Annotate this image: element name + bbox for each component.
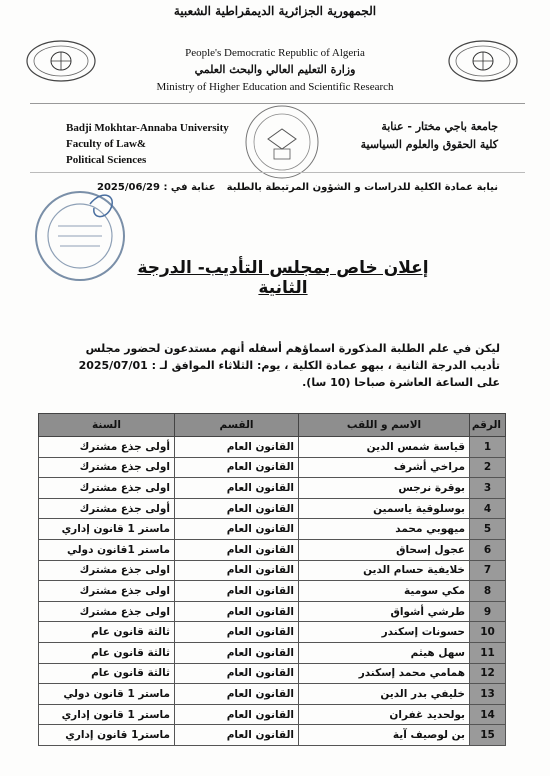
student-year: ثالثة قانون عام <box>39 642 175 663</box>
student-name: همامي محمد إسكندر <box>299 663 470 684</box>
column-header-year: السنة <box>39 414 175 437</box>
student-department: القانون العام <box>175 642 299 663</box>
student-year: أولى جذع مشترك <box>39 498 175 519</box>
student-name: بولحديد غفران <box>299 704 470 725</box>
student-department: القانون العام <box>175 622 299 643</box>
student-year: ماستر 1 قانون إداري <box>39 519 175 540</box>
row-number: 13 <box>470 684 506 705</box>
notice-body: ليكن في علم الطلبة المذكورة اسماؤهم أسفله أنهم مستدعون لحضور مجلس تأديب الدرجة الثانية ، ببهو عمادة الكلية ، يوم: الثلاثاء الموافق لـ : 2025/07/01 على الساعة العاشرة صباحا (10 سا). <box>78 342 500 389</box>
vice-deanship-office: نيابة عمادة الكلية للدراسات و الشؤون المرتبطة بالطلبة <box>226 182 498 193</box>
student-year: أولى جذع مشترك <box>39 437 175 458</box>
student-department: القانون العام <box>175 498 299 519</box>
faculty-ar: كلية الحقوق والعلوم السياسية <box>360 138 498 151</box>
student-department: القانون العام <box>175 581 299 602</box>
row-number: 14 <box>470 704 506 725</box>
student-department: القانون العام <box>175 560 299 581</box>
student-year: اولى جذع مشترك <box>39 560 175 581</box>
ministry-english-title: Ministry of Higher Education and Scientific Research <box>156 81 394 93</box>
student-name: قياسة شمس الدين <box>299 437 470 458</box>
table-row <box>39 684 506 705</box>
row-number: 6 <box>470 539 506 560</box>
student-name: بن لوصيف آية <box>299 725 470 746</box>
students-table <box>38 413 506 746</box>
subheader-divider <box>30 172 525 173</box>
student-department: القانون العام <box>175 478 299 499</box>
row-number: 4 <box>470 498 506 519</box>
student-name: حسونات إسكندر <box>299 622 470 643</box>
student-year: ماستر 1 قانون إداري <box>39 704 175 725</box>
faculty-en-line1: Faculty of Law& <box>66 138 147 150</box>
student-year: ثالثة قانون عام <box>39 622 175 643</box>
row-number: 7 <box>470 560 506 581</box>
student-year: اولى جذع مشترك <box>39 478 175 499</box>
column-header-number: الرقم <box>470 414 506 437</box>
table-row <box>39 642 506 663</box>
table-row <box>39 581 506 602</box>
ministry-emblem-left <box>22 36 100 86</box>
table-row <box>39 478 506 499</box>
student-name: سهل هيثم <box>299 642 470 663</box>
student-name: خلايفية حسام الدين <box>299 560 470 581</box>
student-name: خليفي بدر الدين <box>299 684 470 705</box>
faculty-en-line2: Political Sciences <box>66 154 147 166</box>
university-seal <box>238 103 326 181</box>
table-row <box>39 725 506 746</box>
table-row <box>39 601 506 622</box>
row-number: 12 <box>470 663 506 684</box>
row-number: 3 <box>470 478 506 499</box>
table-row <box>39 622 506 643</box>
student-department: القانون العام <box>175 457 299 478</box>
row-number: 10 <box>470 622 506 643</box>
row-number: 2 <box>470 457 506 478</box>
official-stamp <box>28 178 128 298</box>
row-number: 11 <box>470 642 506 663</box>
student-department: القانون العام <box>175 519 299 540</box>
student-name: مكي سومية <box>299 581 470 602</box>
student-year: اولى جذع مشترك <box>39 457 175 478</box>
row-number: 15 <box>470 725 506 746</box>
student-year: اولى جذع مشترك <box>39 581 175 602</box>
column-header-name: الاسم و اللقب <box>299 414 470 437</box>
student-name: مراخي أشرف <box>299 457 470 478</box>
student-year: ثالثة قانون عام <box>39 663 175 684</box>
republic-arabic-title: الجمهورية الجزائرية الديمقراطية الشعبية <box>173 4 377 18</box>
table-row <box>39 498 506 519</box>
university-arabic-block <box>361 118 498 154</box>
table-row <box>39 457 506 478</box>
table-row <box>39 704 506 725</box>
republic-english-title: People's Democratic Republic of Algeria <box>185 47 365 59</box>
student-name: عجول إسحاق <box>299 539 470 560</box>
table-row <box>39 560 506 581</box>
student-name: بوسلوقية ياسمين <box>299 498 470 519</box>
row-number: 1 <box>470 437 506 458</box>
student-department: القانون العام <box>175 601 299 622</box>
student-department: القانون العام <box>175 663 299 684</box>
student-year: ماستر1 قانون إداري <box>39 725 175 746</box>
university-name-en: Badji Mokhtar-Annaba University <box>66 122 229 134</box>
table-header-row <box>39 414 506 437</box>
student-name: طرشي أشواق <box>299 601 470 622</box>
column-header-department: القسم <box>175 414 299 437</box>
row-number: 9 <box>470 601 506 622</box>
university-name-ar: جامعة باجي مختار - عنابة <box>381 120 498 133</box>
student-year: اولى جذع مشترك <box>39 601 175 622</box>
table-row <box>39 663 506 684</box>
student-department: القانون العام <box>175 684 299 705</box>
table-row <box>39 539 506 560</box>
ministry-arabic-title: وزارة التعليم العالي والبحث العلمي <box>194 63 356 76</box>
university-english-block <box>66 120 229 168</box>
row-number: 5 <box>470 519 506 540</box>
notice-title: إعلان خاص بمجلس التأديب- الدرجة الثانية <box>137 258 429 298</box>
student-department: القانون العام <box>175 437 299 458</box>
row-number: 8 <box>470 581 506 602</box>
place-and-date: عنابة في : 2025/06/29 <box>97 182 216 193</box>
student-department: القانون العام <box>175 539 299 560</box>
student-year: ماستر 1قانون دولي <box>39 539 175 560</box>
table-row <box>39 437 506 458</box>
student-name: ميهوبي محمد <box>299 519 470 540</box>
student-name: بوقرة نرجس <box>299 478 470 499</box>
student-department: القانون العام <box>175 725 299 746</box>
table-row <box>39 519 506 540</box>
student-department: القانون العام <box>175 704 299 725</box>
ministry-emblem-right <box>444 36 522 86</box>
student-year: ماستر 1 قانون دولي <box>39 684 175 705</box>
